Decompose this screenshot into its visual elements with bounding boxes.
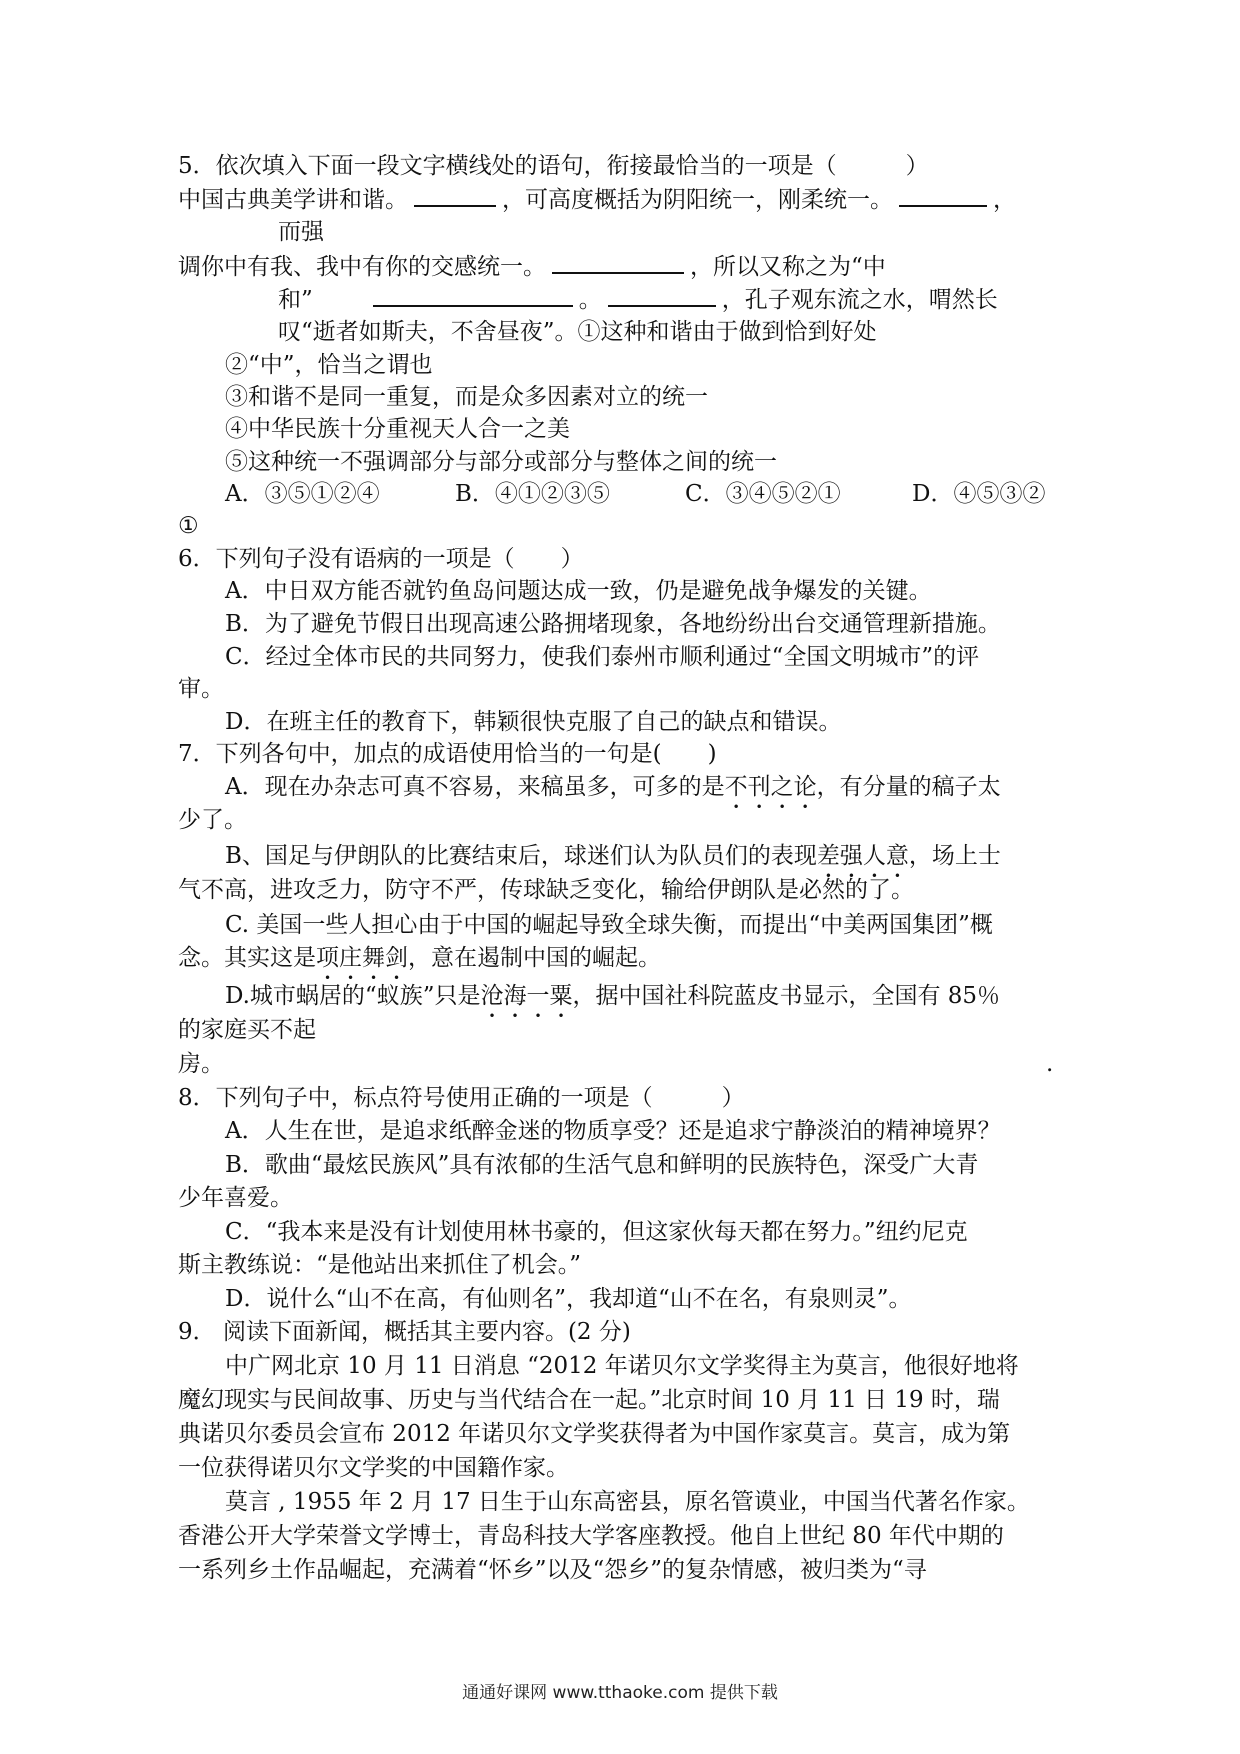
q9-paragraph2-line2: 香港公开大学荣誉文学博士，青岛科技大学客座教授。他自上世纪 80 年代中期的 <box>178 1523 1004 1549</box>
q5-sentence-5: ⑤这种统一不强调部分与部分或部分与整体之间的统一 <box>225 449 777 475</box>
q5-sentence-3: ③和谐不是同一重复，而是众多因素对立的统一 <box>225 384 708 410</box>
q7-option-d-wrap: 的家庭买不起 <box>178 1017 316 1043</box>
q6-option-b: B．为了避免节假日出现高速公路拥堵现象，各地纷纷出台交通管理新措施。 <box>225 611 1001 637</box>
q7-option-b: B、国足与伊朗队的比赛结束后，球迷们认为队员们的表现差强人意，场上士 <box>225 843 1001 869</box>
q9-paragraph2-line1: 莫言 , 1955 年 2 月 17 日生于山东高密县，原名管谟业，中国当代著名作家。 <box>225 1489 1030 1515</box>
q9-paragraph1-line1: 中广网北京 10 月 11 日消息 “2012 年诺贝尔文学奖得主为莫言，他很好地将 <box>225 1353 1019 1379</box>
q6-option-c: C．经过全体市民的共同努力，使我们泰州市顺利通过“全国文明城市”的评 <box>225 644 980 670</box>
q8-option-b-wrap: 少年喜爱。 <box>178 1185 293 1211</box>
q7-option-a: A．现在办杂志可真不容易，来稿虽多，可多的是不刊之论，有分量的稿子太 <box>225 774 1001 800</box>
q6-stem: 6．下列句子没有语病的一项是（ ） <box>178 546 584 572</box>
answer-blank <box>414 183 496 207</box>
dotted-idiom: 差强人意 <box>816 843 909 869</box>
q7-option-c-wrap: 念。其实这是项庄舞剑，意在遏制中国的崛起。 <box>178 945 661 971</box>
q9-stem: 9． 阅读下面新闻，概括其主要内容。(2 分) <box>178 1319 631 1345</box>
q5-option-d-wrap: ① <box>178 513 199 539</box>
page-footer: 通通好课网 www.tthaoke.com 提供下载 <box>462 1683 778 1703</box>
q9-paragraph1-line4: 一位获得诺贝尔文学奖的中国籍作家。 <box>178 1455 569 1481</box>
answer-blank <box>552 250 684 274</box>
q7-option-d-wrap2: 房。 <box>178 1051 224 1077</box>
dotted-idiom: 不刊之论 <box>724 774 817 800</box>
q5-passage-line4: 和” 。 ，孔子观东流之水，喟然长 <box>278 283 998 315</box>
q8-option-b: B．歌曲“最炫民族风”具有浓郁的生活气息和鲜明的民族特色，深受广大青 <box>225 1152 979 1178</box>
q5-option-c: C．③④⑤②① <box>685 481 841 507</box>
q5-sentence-4: ④中华民族十分重视天人合一之美 <box>225 416 570 442</box>
q6-option-a: A．中日双方能否就钓鱼岛问题达成一致，仍是避免战争爆发的关键。 <box>225 578 932 604</box>
q6-option-c-wrap: 审。 <box>178 676 224 702</box>
q9-paragraph1-line2: 魔幻现实与民间故事、历史与当代结合在一起。”北京时间 10 月 11 日 19 时，瑞 <box>178 1387 1000 1413</box>
q5-option-d: D．④⑤③② <box>912 481 1046 507</box>
q6-option-d: D．在班主任的教育下，韩颖很快克服了自己的缺点和错误。 <box>225 709 842 735</box>
answer-blank <box>373 283 573 307</box>
answer-blank <box>899 183 987 207</box>
q5-passage-line3: 调你中有我、我中有你的交感统一。 ，所以又称之为“中 <box>178 250 886 282</box>
dotted-idiom: 沧海一粟 <box>480 983 573 1009</box>
q5-option-a: A．③⑤①②④ <box>225 481 380 507</box>
q8-option-c-wrap: 斯主教练说：“是他站出来抓住了机会。” <box>178 1252 582 1278</box>
q8-option-c: C．“我本来是没有计划使用林书豪的，但这家伙每天都在努力。”纽约尼克 <box>225 1219 968 1245</box>
q8-option-a: A．人生在世，是追求纸醉金迷的物质享受？还是追求宁静淡泊的精神境界？ <box>225 1118 1001 1144</box>
dotted-idiom: 项庄舞剑 <box>316 945 408 971</box>
q8-option-d: D．说什么“山不在高，有仙则名”，我却道“山不在名，有泉则灵”。 <box>225 1286 912 1312</box>
answer-blank <box>608 283 716 307</box>
q7-stem: 7．下列各句中，加点的成语使用恰当的一句是( ) <box>178 741 717 767</box>
q5-passage-line5: 叹“逝者如斯夫，不舍昼夜”。①这种和谐由于做到恰到好处 <box>278 319 877 345</box>
q7-option-c: C. 美国一些人担心由于中国的崛起导致全球失衡，而提出“中美两国集团”概 <box>225 912 993 938</box>
q7-option-d: D.城市蜗居的“蚁族”只是沧海一粟，据中国社科院蓝皮书显示，全国有 85％ <box>225 983 1001 1009</box>
q8-stem: 8．下列句子中，标点符号使用正确的一项是（ ） <box>178 1085 745 1111</box>
stray-mark: . <box>1046 1051 1054 1077</box>
q5-sentence-2: ②“中”，恰当之谓也 <box>225 352 433 378</box>
q9-paragraph2-line3: 一系列乡土作品崛起，充满着“怀乡”以及“怨乡”的复杂情感，被归类为“寻 <box>178 1557 927 1583</box>
q7-option-b-wrap: 气不高，进攻乏力，防守不严，传球缺乏变化，输给伊朗队是必然的了。 <box>178 877 914 903</box>
q5-passage-line1: 中国古典美学讲和谐。 ，可高度概括为阴阳统一，刚柔统一。 ， <box>178 183 1016 215</box>
q5-passage-line2: 而强 <box>278 219 324 245</box>
q9-paragraph1-line3: 典诺贝尔委员会宣布 2012 年诺贝尔文学奖获得者为中国作家莫言。莫言，成为第 <box>178 1421 1011 1447</box>
q5-stem: 5．依次填入下面一段文字横线处的语句，衔接最恰当的一项是（ ） <box>178 153 929 179</box>
q7-option-a-wrap: 少了。 <box>178 807 247 833</box>
q5-option-b: B．④①②③⑤ <box>455 481 610 507</box>
